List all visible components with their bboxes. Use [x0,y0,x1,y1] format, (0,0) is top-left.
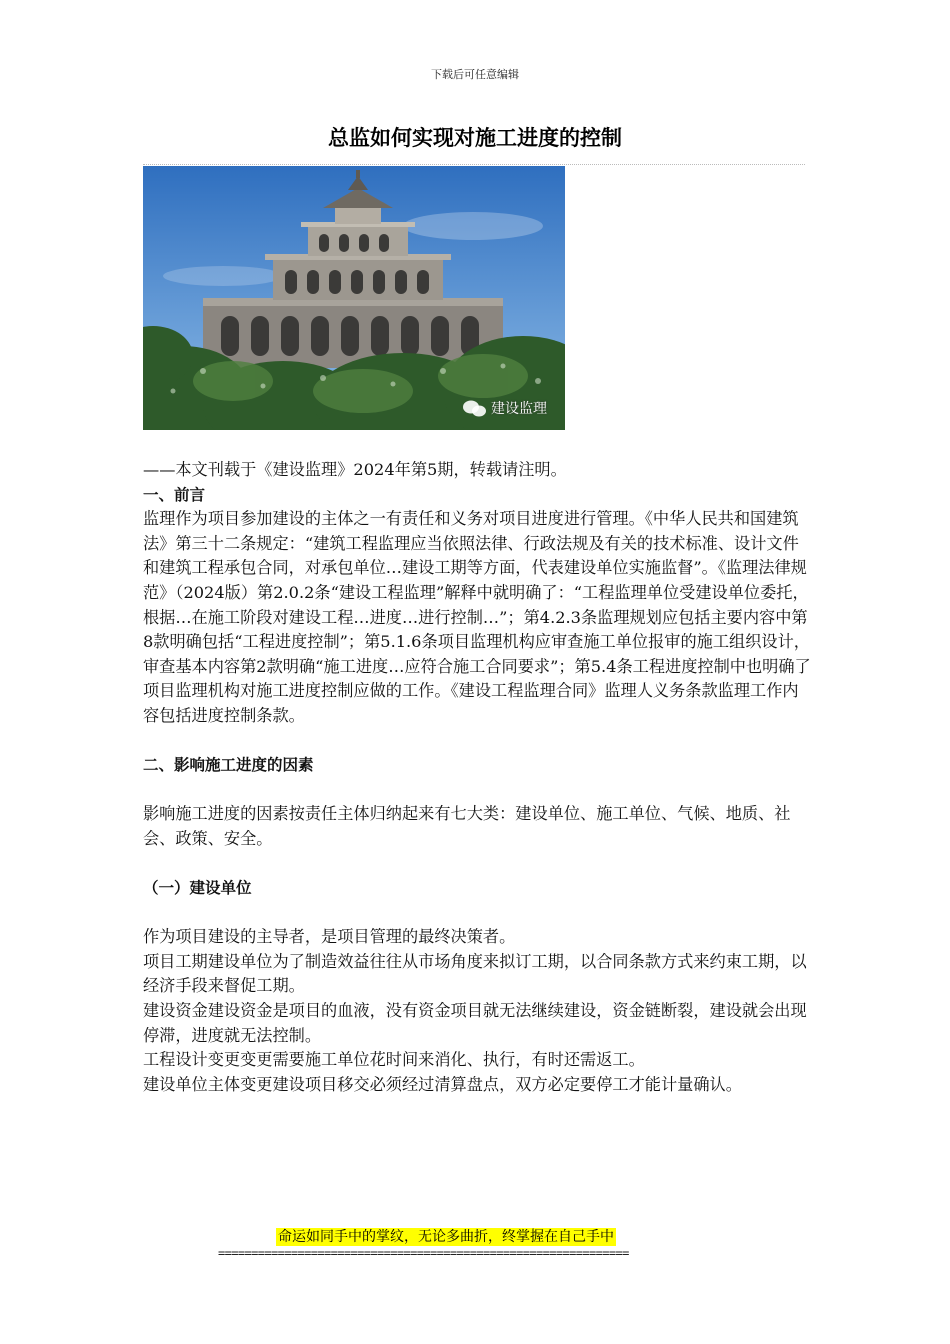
owner-line: 作为项目建设的主导者，是项目管理的最终决策者。 [143,927,516,947]
photo-watermark: 建设监理 [491,401,547,417]
owner-line: 项目工期建设单位为了制造效益往往从市场角度来拟订工期，以合同条款方式来约束工期，以经济手段来督促工期。 [143,951,807,996]
footer-slogan: 命运如同手中的掌纹，无论多曲折，终掌握在自己手中 [278,1229,614,1245]
section-heading-intro: 一、前言 [143,485,206,504]
owner-line: 建设资金建设资金是项目的血液，没有资金项目就无法继续建设，资金链断裂，建设就会出现停滞，进度就无法控制。 [143,1001,807,1045]
footer-rule: ============================================================== [218,1246,629,1260]
page-title: 总监如何实现对施工进度的控制 [328,126,622,150]
header-note: 下载后可任意编辑 [431,68,519,81]
subsection-heading-owner: （一）建设单位 [143,879,252,898]
owner-line: 工程设计变更变更需要施工单位花时间来消化、执行，有时还需返工。 [143,1050,645,1070]
owner-line: 建设单位主体变更建设项目移交必须经过清算盘点，双方必定要停工才能计量确认。 [143,1074,742,1094]
title-divider [143,164,805,165]
tower-photo [143,166,565,430]
article-body [143,458,811,1097]
intro-paragraph: 监理作为项目参加建设的主体之一有责任和义务对项目进度进行管理。《中华人民共和国建筑法》第三十二条规定：“建筑工程监理应当依照法律、行政法规及有关的技术标准、设计文件和建筑工程承包合同，对承包单位…建设工期等方面，代表建设单位实施监督”。《监理法律规范》（2024版）第2.0.2条“建设工程监理”解释中就明确了：“工程监理单位受建设单位委托，根据…在施工阶段对建设工程…进度…进行控制…”；第4.2.3条监理规划应包括主要内容中第8款明确包括“工程进度控制”；第5.1.6条项目监理机构应审查施工单位报审的施工组织设计，审查基本内容第2款明确“施工进度…应符合施工合同要求”；第5.4条工程进度控制中也明确了项目监理机构对施工进度控制应做的工作。《建设工程监理合同》监理人义务条款监理工作内容包括进度控制条款。 [143,509,811,725]
article-photo [143,166,565,430]
source-line: ——本文刊载于《建设监理》2024年第5期，转载请注明。 [143,460,567,479]
factors-paragraph: 影响施工进度的因素按责任主体归纳起来有七大类：建设单位、施工单位、气候、地质、社会、政策、安全。 [143,804,791,848]
section-heading-factors: 二、影响施工进度的因素 [143,756,314,775]
